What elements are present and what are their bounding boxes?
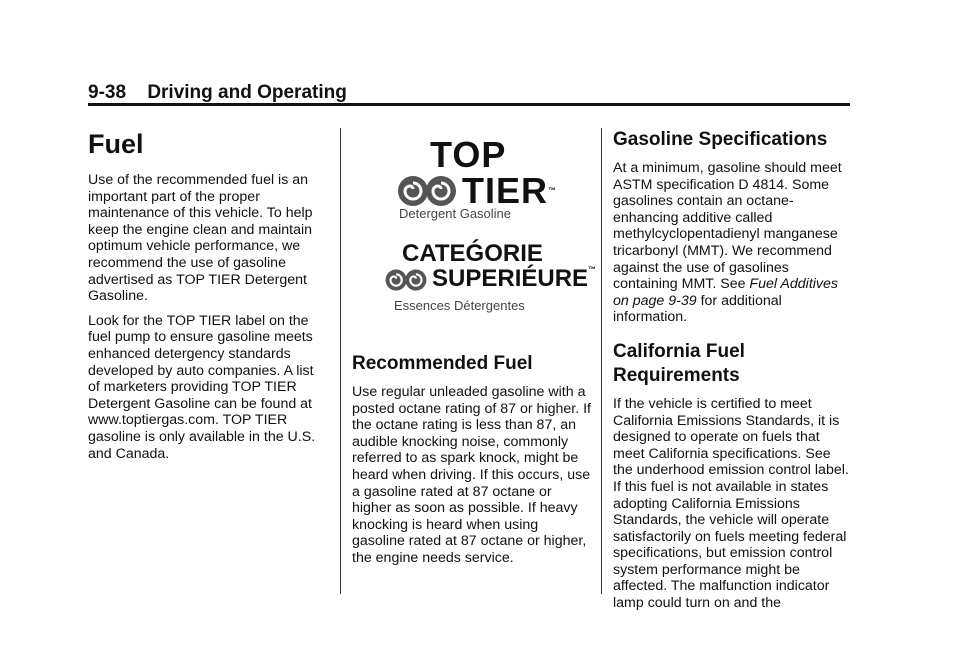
recommended-fuel-heading: Recommended Fuel <box>352 353 533 374</box>
logo-caption: Detergent Gasoline <box>399 206 512 221</box>
logo-tier-text: TIER <box>462 170 549 211</box>
fuel-paragraph-1: Use of the recommended fuel is an important part of the proper maintenance of this vehicle. To help keep the engine clean and maintain optimum vehicle performance, we recommend the use of gasoline advertised as TOP TIER Detergent Gasoline. <box>88 172 313 305</box>
superieure-swirl-icon <box>384 268 428 292</box>
tier-swirl-icon <box>396 174 458 208</box>
column-right <box>613 118 853 620</box>
categorie-superieure-logo <box>352 234 597 334</box>
fuel-heading: Fuel <box>88 129 144 159</box>
top-tier-logo <box>352 118 592 230</box>
column-divider <box>601 128 602 594</box>
logo-caption: Essences Détergentes <box>394 298 525 313</box>
spec-text-a: At a minimum, gasoline should meet ASTM specification D 4814. Some gasolines contain an octane-enhancing additive called methylcyclopentadienyl manganese tricarbonyl (MMT). We recommend against the use of gasolines containing MMT. See <box>613 160 842 293</box>
logo-line-top: TOP <box>430 134 507 175</box>
california-fuel-heading: California Fuel Requirements <box>613 340 745 386</box>
header-rule <box>88 103 850 106</box>
page-header <box>88 82 850 104</box>
california-fuel-paragraph: If the vehicle is certified to meet California Emissions Standards, it is designed to operate on fuels that meet California specifications. See the underhood emission control label. If this fuel is not available in states adopting California Emissions Standards, the vehicle will operate satisfactorily on fuels meeting federal specifications, but emission control system performance might be affected. The malfunction indicator lamp could turn on and the <box>613 395 849 612</box>
recommended-fuel-paragraph: Use regular unleaded gasoline with a posted octane rating of 87 or higher. If the octane rating is less than 87, an audible knocking noise, commonly referred to as spark knock, might be heard when driving. If this occurs, use a gasoline rated at 87 octane or higher as soon as possible. If heavy knocking is heard when using gasoline rated at 87 octane or higher, the engine needs service. <box>352 384 591 566</box>
gasoline-specifications-heading: Gasoline Specifications <box>613 129 828 150</box>
logo-line-superieure <box>432 265 596 293</box>
column-left <box>88 118 328 470</box>
section-title: Driving and Operating <box>147 82 347 103</box>
page-number: 9-38 <box>88 82 127 103</box>
logo-line-categorie: CATEǴORIE <box>402 240 543 267</box>
logo-line-tier <box>462 172 557 210</box>
trademark-mark: ™ <box>548 186 558 195</box>
spec-text-b: for additional information. <box>613 292 782 326</box>
column-divider <box>340 128 341 594</box>
fuel-paragraph-2: Look for the TOP TIER label on the fuel pump to ensure gasoline meets enhanced detergency standards developed by auto companies. A list of marketers providing TOP TIER Detergent Gasoline can be found at www.toptiergas.com. TOP TIER gasoline is only available in the U.S. and Canada. <box>88 312 316 462</box>
gasoline-specifications-paragraph <box>613 160 853 326</box>
column-middle <box>352 118 597 575</box>
logo-superieure-text: SUPERIÉURE <box>432 265 589 292</box>
fuel-additives-reference: Fuel Additives on page 9‑39 <box>613 276 839 309</box>
trademark-mark: ™ <box>588 265 597 274</box>
